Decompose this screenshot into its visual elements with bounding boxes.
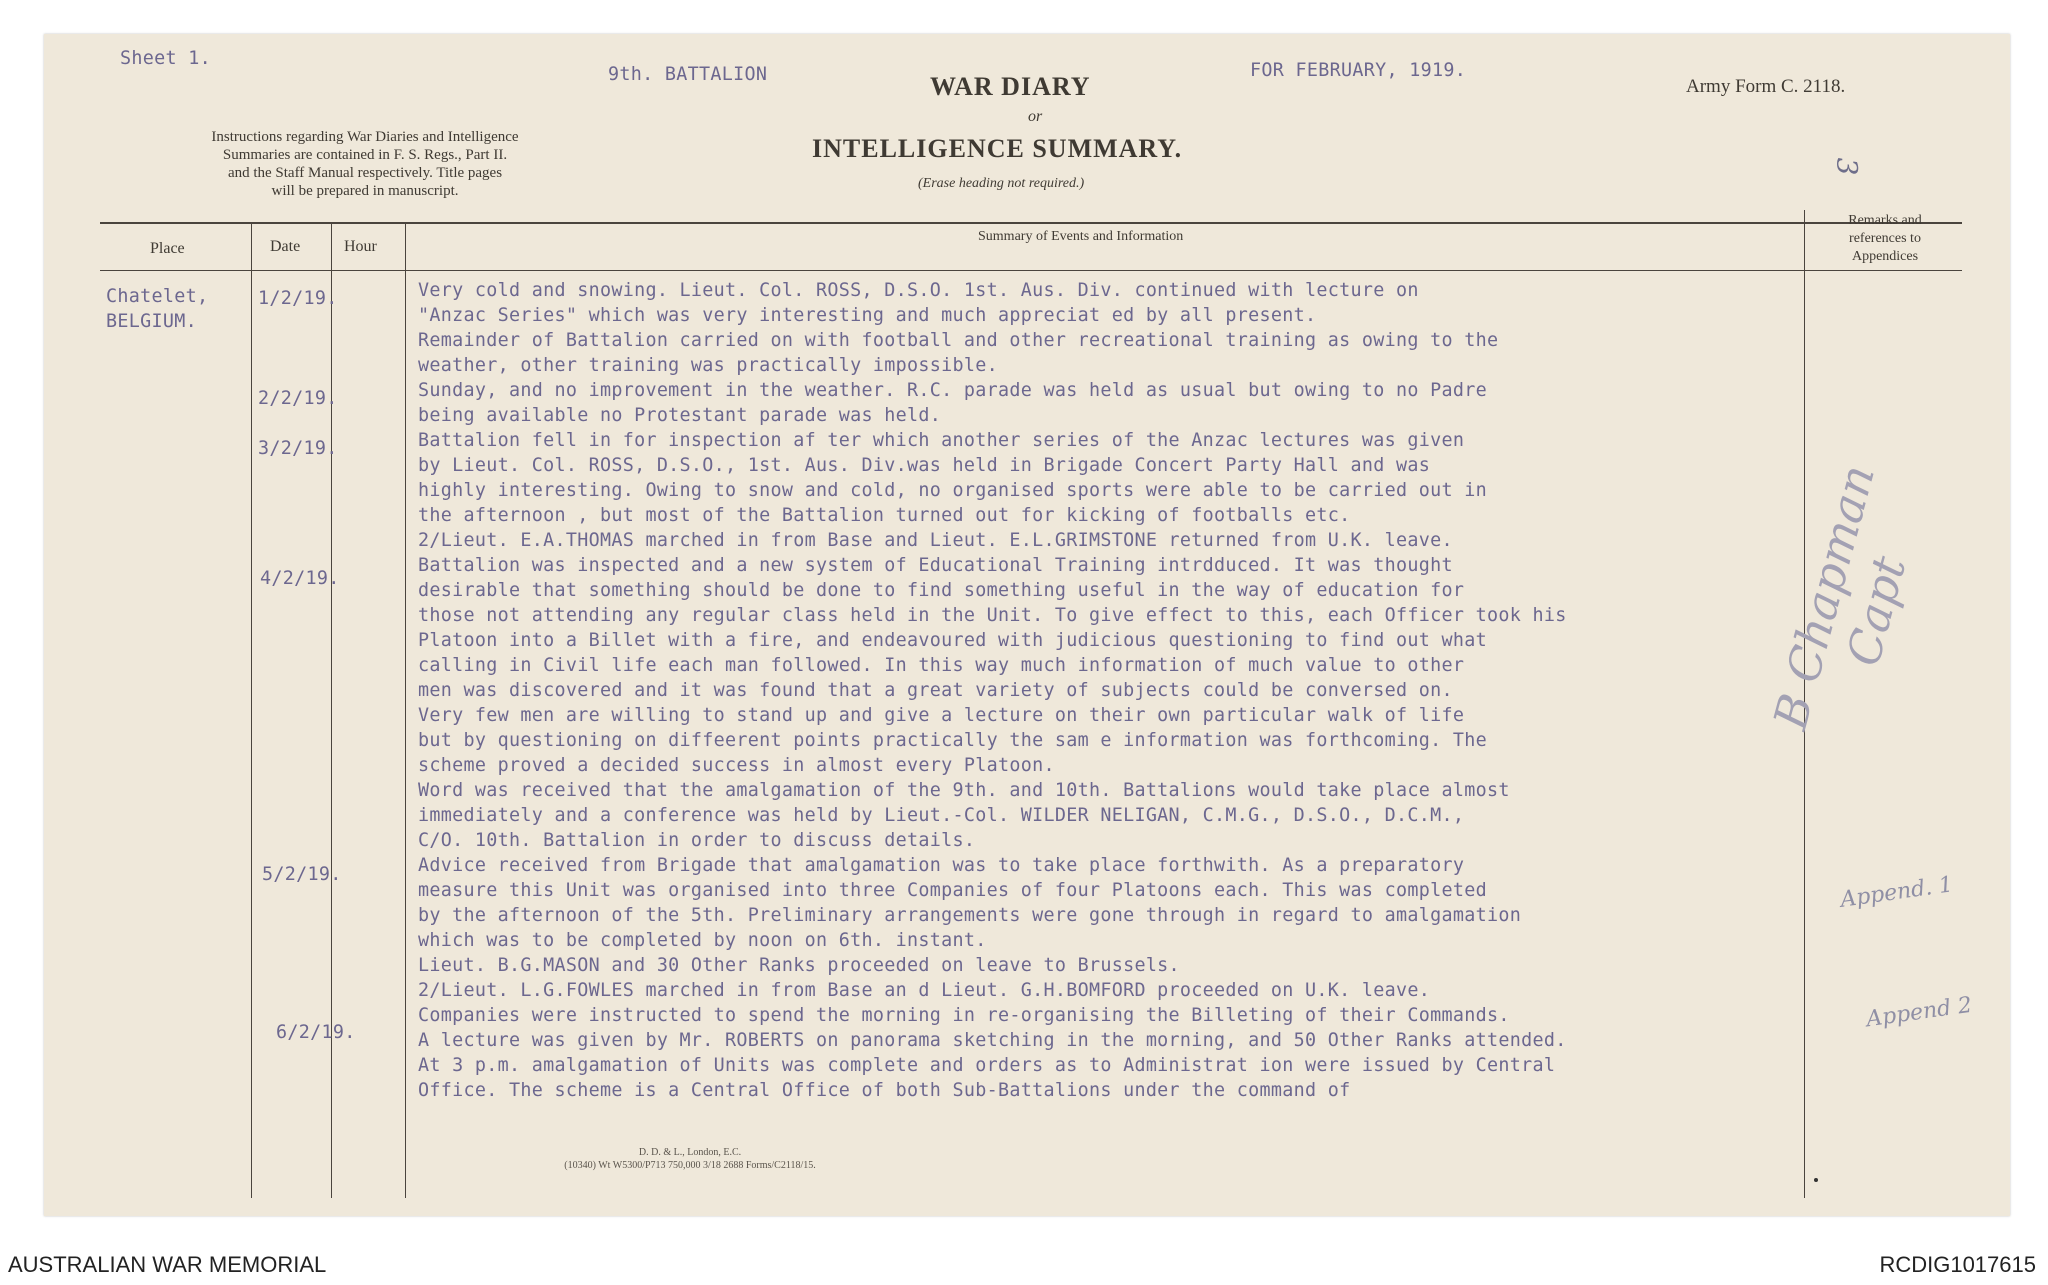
col-divider-date — [331, 222, 332, 1198]
date-entry: 5/2/19. — [262, 864, 342, 885]
summary-line: Office. The scheme is a Central Office of both Sub-Battalions under the command of — [418, 1080, 1351, 1101]
summary-line: Battalion fell in for inspection af ter which another series of the Anzac lectures was given — [418, 430, 1465, 451]
summary-line: Companies were instructed to spend the morning in re-organising the Billeting of their Commands. — [418, 1005, 1510, 1026]
col-header-place: Place — [150, 240, 185, 257]
summary-line: Remainder of Battalion carried on with football and other recreational training as owing to the — [418, 330, 1499, 351]
summary-line: C/O. 10th. Battalion in order to discuss details. — [418, 830, 976, 851]
summary-line: At 3 p.m. amalgamation of Units was complete and orders as to Administrat ion were issued by Central — [418, 1055, 1556, 1076]
place-entry — [106, 284, 208, 334]
summary-line: but by questioning on diffeerent points practically the sam e information was forthcoming. The — [418, 730, 1487, 751]
summary-line: Word was received that the amalgamation of the 9th. and 10th. Battalions would take place almost — [418, 780, 1510, 801]
remarks-header-line: Appendices — [1851, 249, 1919, 264]
summary-line: weather, other training was practically impossible. — [418, 355, 998, 376]
table-top-rule — [100, 222, 1962, 224]
instructions-block — [140, 128, 590, 200]
instructions-line: will be prepared in manuscript. — [271, 183, 459, 199]
summary-line: Platoon into a Billet with a fire, and endeavoured with judicious questioning to find out what — [418, 630, 1487, 651]
battalion-name: 9th. BATTALION — [608, 64, 768, 85]
summary-line: A lecture was given by Mr. ROBERTS on panorama sketching in the morning, and 50 Other Ranks attended. — [418, 1030, 1567, 1051]
instructions-line: Instructions regarding War Diaries and Intelligence — [211, 129, 519, 145]
sheet-number: Sheet 1. — [120, 48, 211, 69]
summary-line: "Anzac Series" which was very interesting and much appreciat ed by all present. — [418, 305, 1317, 326]
printer-line: (10340) Wt W5300/P713 750,000 3/18 2688 Forms/C2118/15. — [564, 1160, 816, 1171]
summary-line: Sunday, and no improvement in the weather. R.C. parade was held as usual but owing to no Padre — [418, 380, 1487, 401]
col-header-remarks — [1810, 212, 1960, 266]
page-mark: 3 — [1830, 157, 1864, 176]
summary-line: the afternoon , but most of the Battalion turned out for kicking of footballs etc. — [418, 505, 1351, 526]
appendix-1-note: Append. 1 — [1838, 872, 1955, 913]
summary-line: measure this Unit was organised into three Companies of four Platoons each. This was completed — [418, 880, 1487, 901]
place-town: Chatelet, — [106, 286, 209, 307]
army-form-number: Army Form C. 2118. — [1686, 76, 1846, 97]
printer-imprint — [450, 1146, 930, 1172]
form-subtitle: INTELLIGENCE SUMMARY. — [812, 134, 1183, 163]
summary-line: Very cold and snowing. Lieut. Col. ROSS, D.S.O. 1st. Aus. Div. continued with lecture on — [418, 280, 1419, 301]
record-id: RCDIG1017615 — [1879, 1252, 2036, 1277]
date-entry: 2/2/19. — [258, 388, 338, 409]
col-divider-hour — [405, 222, 406, 1198]
summary-line: men was discovered and it was found that a great variety of subjects could be conversed on. — [418, 680, 1453, 701]
summary-body — [418, 278, 1567, 1103]
summary-line: calling in Civil life each man followed. In this way much information of much value to other — [418, 655, 1465, 676]
summary-line: Advice received from Brigade that amalgamation was to take place forthwith. As a preparatory — [418, 855, 1465, 876]
date-entry: 3/2/19. — [258, 438, 338, 459]
summary-line: highly interesting. Owing to snow and cold, no organised sports were able to be carried out in — [418, 480, 1487, 501]
printer-line: D. D. & L., London, E.C. — [638, 1147, 742, 1158]
erase-note: (Erase heading not required.) — [918, 176, 1085, 191]
summary-line: those not attending any regular class held in the Unit. To give effect to this, each Officer took his — [418, 605, 1567, 626]
col-header-summary: Summary of Events and Information — [978, 229, 1184, 244]
summary-line: desirable that something should be done to find something useful in the way of education for — [418, 580, 1465, 601]
date-entry: 1/2/19. — [258, 288, 338, 309]
date-entry: 6/2/19. — [276, 1022, 356, 1043]
summary-line: being available no Protestant parade was held. — [418, 405, 942, 426]
summary-line: Lieut. B.G.MASON and 30 Other Ranks proceeded on leave to Brussels. — [418, 955, 1180, 976]
summary-line: scheme proved a decided success in almost every Platoon. — [418, 755, 1055, 776]
remarks-header-line: Remarks and — [1848, 213, 1922, 228]
summary-line: 2/Lieut. E.A.THOMAS marched in from Base and Lieut. E.L.GRIMSTONE returned from U.K. leave. — [418, 530, 1453, 551]
col-header-date: Date — [270, 238, 301, 255]
form-title: WAR DIARY — [930, 72, 1091, 101]
date-entry: 4/2/19. — [260, 568, 340, 589]
instructions-line: Summaries are contained in F. S. Regs., Part II. — [222, 147, 508, 163]
instructions-line: and the Staff Manual respectively. Title pages — [227, 165, 503, 181]
summary-line: which was to be completed by noon on 6th. instant. — [418, 930, 987, 951]
summary-line: 2/Lieut. L.G.FOWLES marched in from Base an d Lieut. G.H.BOMFORD proceeded on U.K. leave. — [418, 980, 1431, 1001]
summary-line: by the afternoon of the 5th. Preliminary arrangements were gone through in regard to amalgamation — [418, 905, 1522, 926]
summary-line: Battalion was inspected and a new system of Educational Training intrdduced. It was thought — [418, 555, 1453, 576]
title-or: or — [1028, 108, 1043, 125]
archive-name: AUSTRALIAN WAR MEMORIAL — [8, 1252, 327, 1277]
place-country: BELGIUM. — [106, 311, 197, 332]
col-divider-place — [251, 222, 252, 1198]
summary-line: immediately and a conference was held by Lieut.-Col. WILDER NELIGAN, C.M.G., D.S.O., D.C.M., — [418, 805, 1465, 826]
remarks-header-line: references to — [1849, 231, 1921, 246]
col-header-hour: Hour — [344, 238, 377, 255]
ink-dot — [1814, 1178, 1818, 1182]
summary-line: Very few men are willing to stand up and give a lecture on their own particular walk of life — [418, 705, 1465, 726]
summary-line: by Lieut. Col. ROSS, D.S.O., 1st. Aus. Div.was held in Brigade Concert Party Hall and was — [418, 455, 1431, 476]
diary-period: FOR FEBRUARY, 1919. — [1250, 60, 1467, 81]
appendix-2-note: Append 2 — [1864, 992, 1974, 1033]
officer-signature: B Chapman Capt — [1762, 459, 1917, 735]
header-bottom-rule — [100, 270, 1962, 271]
